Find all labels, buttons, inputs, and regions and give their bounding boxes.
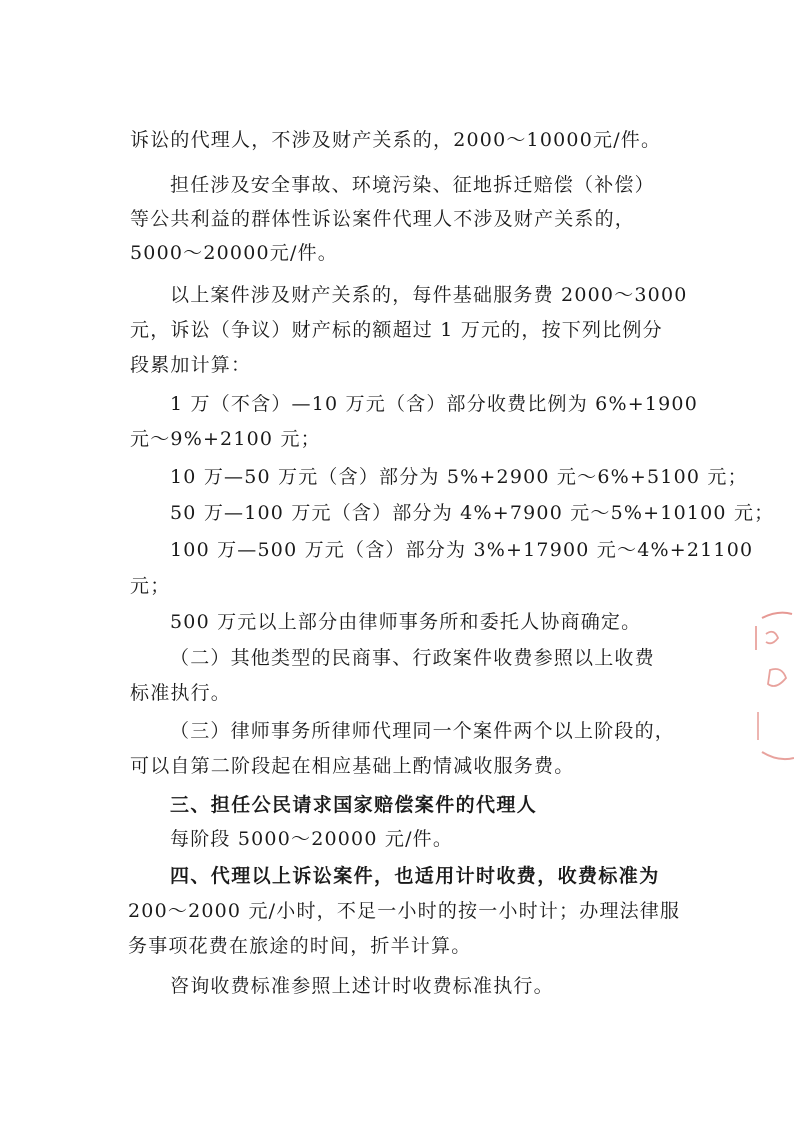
text-line-11: 50 万—100 万元（含）部分为 4%+7900 元～5%+10100 元； (170, 502, 775, 524)
text-line-22: 200～2000 元/小时，不足一小时的按一小时计；办理法律服 (128, 900, 681, 922)
text-line-3: 等公共利益的群体性诉讼案件代理人不涉及财产关系的， (130, 208, 636, 230)
text-line-1: 诉讼的代理人，不涉及财产关系的，2000～10000元/件。 (130, 129, 662, 151)
text-line-23: 务事项花费在旅途的时间，折半计算。 (128, 935, 472, 957)
text-line-2: 担任涉及安全事故、环境污染、征地拆迁赔偿（补偿） (170, 174, 655, 196)
text-line-24: 咨询收费标准参照上述计时收费标准执行。 (170, 975, 554, 997)
text-line-15: （二）其他类型的民商事、行政案件收费参照以上收费 (170, 647, 655, 669)
text-line-4: 5000～20000元/件。 (130, 242, 338, 264)
section-heading-3: 三、担任公民请求国家赔偿案件的代理人 (170, 794, 538, 816)
seal-stamp-fragment (748, 600, 794, 770)
text-line-5: 以上案件涉及财产关系的，每件基础服务费 2000～3000 (170, 284, 688, 306)
text-line-17: （三）律师事务所律师代理同一个案件两个以上阶段的， (170, 720, 676, 742)
section-heading-4: 四、代理以上诉讼案件，也适用计时收费，收费标准为 (170, 865, 660, 887)
text-line-20: 每阶段 5000～20000 元/件。 (170, 828, 454, 850)
text-line-9: 元～9%+2100 元； (130, 428, 321, 450)
text-line-13: 元； (130, 575, 171, 597)
text-line-6: 元，诉讼（争议）财产标的额超过 1 万元的，按下列比例分 (130, 319, 663, 341)
text-line-10: 10 万—50 万元（含）部分为 5%+2900 元～6%+5100 元； (170, 466, 748, 488)
text-line-8: 1 万（不含）—10 万元（含）部分收费比例为 6%+1900 (170, 393, 699, 415)
text-line-12: 100 万—500 万元（含）部分为 3%+17900 元～4%+21100 (170, 539, 754, 561)
text-line-18: 可以自第二阶段起在相应基础上酌情减收服务费。 (130, 755, 575, 777)
text-line-7: 段累加计算： (130, 354, 252, 376)
text-line-16: 标准执行。 (130, 682, 232, 704)
text-line-14: 500 万元以上部分由律师事务所和委托人协商确定。 (170, 611, 642, 633)
